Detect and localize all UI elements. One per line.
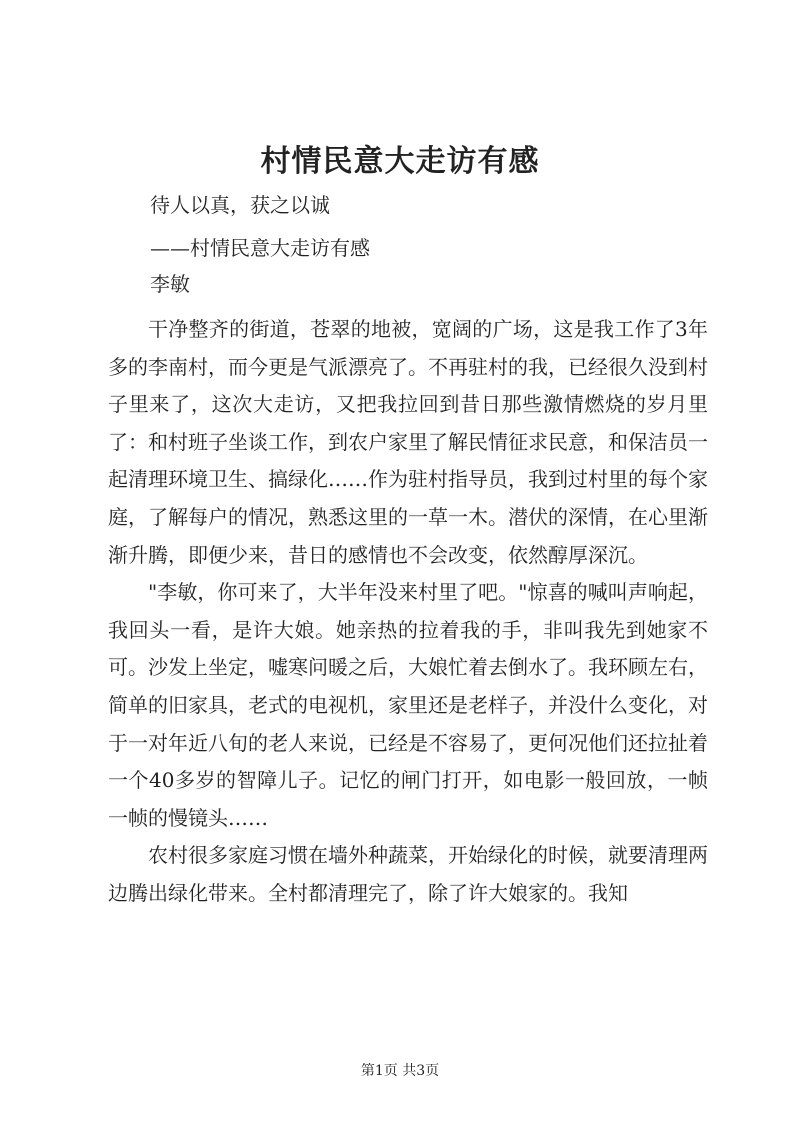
paragraph-1: 干净整齐的街道，苍翠的地被，宽阔的广场，这是我工作了3年多的李南村，而今更是气派漂亮了。不再驻村的我，已经很久没到村子里来了，这次大走访，又把我拉回到昔日那些激情燃烧的岁月里了：和村班子坐谈工作，到农户家里了解民情征求民意，和保洁员一起清理环境卫生、搞绿化……作为驻村指导员，我到过村里的每个家庭，了解每户的情况，熟悉这里的一草一木。潜伏的深情，在心里渐渐升腾，即便少来，昔日的感情也不会改变，依然醇厚深沉。 — [108, 317, 708, 567]
document-author: 李敏 — [150, 272, 190, 296]
page-number-footer: 第1页 共3页 — [360, 1063, 440, 1079]
document-title: 村情民意大走访有感 — [260, 144, 540, 179]
document-subtitle: 待人以真，获之以诚 — [150, 193, 330, 217]
paragraph-2: "李敏，你可来了，大半年没来村里了吧。"惊喜的喊叫声响起，我回头一看，是许大娘。她亲热的拉着我的手，非叫我先到她家不可。沙发上坐定，嘘寒问暖之后，大娘忙着去倒水了。我环顾左右，简单的旧家具，老式的电视机，家里还是老样子，并没什么变化，对于一对年近八旬的老人来说，已经是不容易了，更何况他们还拉扯着一个40多岁的智障儿子。记忆的闸门打开，如电影一般回放，一帧一帧的慢镜头…… — [108, 580, 708, 830]
document-subtitle-secondary: ——村情民意大走访有感 — [150, 236, 370, 260]
document-body — [108, 311, 708, 913]
paragraph-3: 农村很多家庭习惯在墙外种蔬菜，开始绿化的时候，就要清理两边腾出绿化带来。全村都清理完了，除了许大娘家的。我知 — [108, 843, 708, 905]
